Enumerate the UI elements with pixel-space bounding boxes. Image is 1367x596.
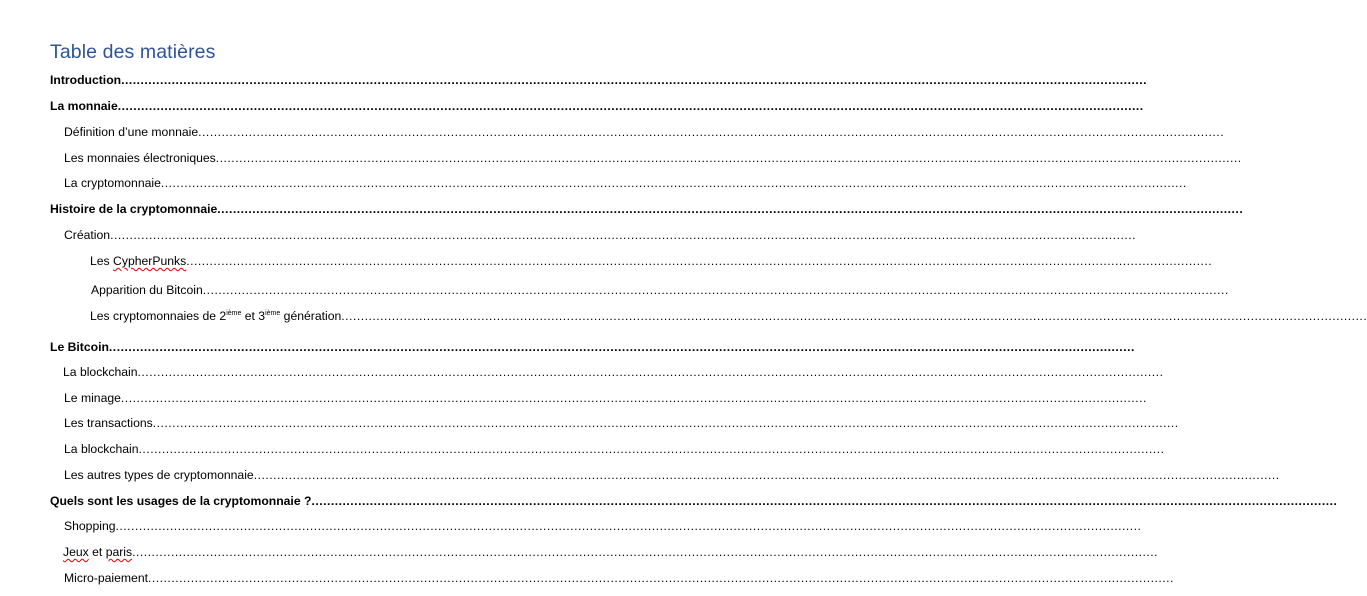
toc-dot-leader: ........................................................................................................................................................................................................................................................................ (202, 283, 1229, 297)
toc-entry-text: Apparition du Bitcoin (91, 283, 203, 297)
toc-entry-jeux-paris[interactable] (63, 542, 1159, 560)
toc-dot-leader: ........................................................................................................................................................................................................................................................................ (217, 202, 1244, 216)
toc-dot-leader: ........................................................................................................................................................................................................................................................................ (311, 494, 1338, 508)
toc-entry-la-cryptomonnaie[interactable] (64, 173, 1187, 191)
toc-entry-introduction[interactable] (50, 70, 1148, 88)
toc-entry-blockchain-1[interactable] (63, 362, 1164, 380)
toc-entry-text: Les cryptomonnaies de 2ième et 3ième génération (90, 309, 342, 323)
toc-entry-text: Le Bitcoin (50, 340, 109, 354)
toc-entry-histoire[interactable] (50, 199, 1244, 217)
spellcheck-flagged-word[interactable]: CypherPunks (113, 254, 187, 268)
toc-entry-text: La blockchain (64, 442, 139, 456)
toc-entry-text: Les autres types de cryptomonnaie (64, 468, 254, 482)
toc-dot-leader: ........................................................................................................................................................................................................................................................................ (198, 125, 1225, 139)
toc-dot-leader: ........................................................................................................................................................................................................................................................................ (341, 309, 1367, 323)
toc-entry-text: La cryptomonnaie (64, 176, 161, 190)
toc-dot-leader: ........................................................................................................................................................................................................................................................................ (117, 99, 1144, 113)
toc-entry-text: Le minage (64, 391, 121, 405)
toc-dot-leader: ........................................................................................................................................................................................................................................................................ (120, 391, 1147, 405)
toc-dot-leader: ........................................................................................................................................................................................................................................................................ (186, 254, 1213, 268)
toc-entry-text: Micro-paiement (64, 571, 148, 585)
toc-entry-cypherpunks[interactable] (90, 251, 1213, 269)
spellcheck-flagged-word[interactable]: paris (105, 545, 133, 559)
toc-entry-text: Histoire de la cryptomonnaie (50, 202, 218, 216)
toc-entry-text: La blockchain (63, 365, 138, 379)
toc-dot-leader: ........................................................................................................................................................................................................................................................................ (132, 545, 1159, 559)
toc-entry-text: Les CypherPunks (90, 254, 187, 268)
toc-entry-text: Quels sont les usages de la cryptomonnaie ? (50, 494, 312, 508)
toc-dot-leader: ........................................................................................................................................................................................................................................................................ (215, 151, 1242, 165)
toc-entry-apparition-bitcoin[interactable] (91, 280, 1229, 298)
toc-title: Table des matières (50, 41, 216, 63)
toc-entry-shopping[interactable] (64, 516, 1142, 534)
toc-dot-leader: ........................................................................................................................................................................................................................................................................ (110, 228, 1137, 242)
spellcheck-flagged-word[interactable]: Jeux (63, 545, 89, 559)
toc-entry-text: Shopping (64, 519, 116, 533)
toc-entry-micro-paiement[interactable] (64, 568, 1174, 586)
toc-entry-definition-monnaie[interactable] (64, 122, 1225, 140)
toc-entry-text: Création (64, 228, 111, 242)
toc-entry-autres-types[interactable] (64, 465, 1280, 483)
toc-entry-text: Les transactions (64, 416, 153, 430)
toc-entry-la-monnaie[interactable] (50, 96, 1144, 114)
toc-entry-blockchain-2[interactable] (64, 439, 1165, 457)
toc-entry-text: Jeux et paris (63, 545, 133, 559)
toc-dot-leader: ........................................................................................................................................................................................................................................................................ (152, 416, 1179, 430)
toc-dot-leader: ........................................................................................................................................................................................................................................................................ (148, 571, 1174, 585)
toc-entry-minage[interactable] (64, 388, 1147, 406)
toc-dot-leader: ........................................................................................................................................................................................................................................................................ (121, 73, 1148, 87)
toc-entry-text: Introduction (50, 73, 122, 87)
toc-dot-leader: ........................................................................................................................................................................................................................................................................ (138, 442, 1165, 456)
toc-entry-le-bitcoin[interactable] (50, 337, 1135, 355)
toc-entry-text: Définition d’une monnaie (64, 125, 199, 139)
toc-entry-monnaies-electroniques[interactable] (64, 148, 1242, 166)
toc-entry-text: La monnaie (50, 99, 118, 113)
toc-entry-generations[interactable] (90, 306, 1367, 324)
toc-dot-leader: ........................................................................................................................................................................................................................................................................ (253, 468, 1280, 482)
toc-entry-transactions[interactable] (64, 413, 1179, 431)
toc-entry-usages[interactable] (50, 491, 1338, 509)
toc-dot-leader: ........................................................................................................................................................................................................................................................................ (115, 519, 1142, 533)
toc-dot-leader: ........................................................................................................................................................................................................................................................................ (137, 365, 1164, 379)
toc-entry-creation[interactable] (64, 225, 1137, 243)
toc-entry-text: Les monnaies électroniques (64, 151, 216, 165)
toc-dot-leader: ........................................................................................................................................................................................................................................................................ (108, 340, 1135, 354)
toc-dot-leader: ........................................................................................................................................................................................................................................................................ (160, 176, 1187, 190)
